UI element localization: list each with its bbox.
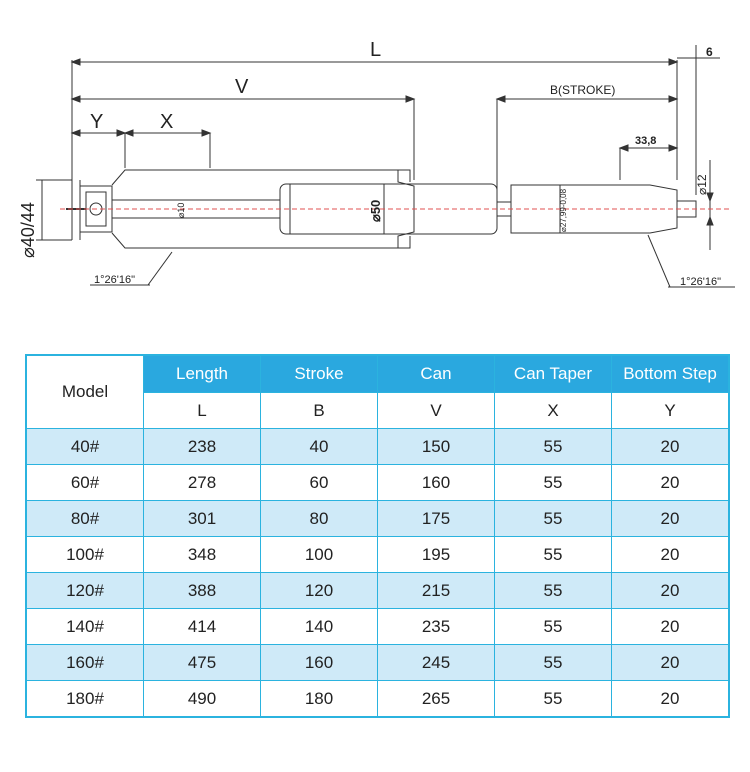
cell-can-taper: 55 [495, 573, 612, 609]
cell-bottom-step: 20 [612, 465, 730, 501]
cell-can: 265 [378, 681, 495, 718]
label-phi4044: ⌀40/44 [18, 202, 38, 258]
cell-can-taper: 55 [495, 465, 612, 501]
cell-can: 150 [378, 429, 495, 465]
cell-length: 348 [144, 537, 261, 573]
label-angle-left: 1°26'16" [94, 274, 135, 286]
label-phi12: ⌀12 [695, 174, 709, 195]
label-338: 33,8 [635, 135, 657, 147]
cell-stroke: 40 [261, 429, 378, 465]
cell-can-taper: 55 [495, 429, 612, 465]
header-bottom-step: Bottom Step [612, 355, 730, 393]
cell-can-taper: 55 [495, 501, 612, 537]
cell-stroke: 180 [261, 681, 378, 718]
letter-V: V [378, 393, 495, 429]
table-row [26, 429, 729, 465]
letter-L: L [144, 393, 261, 429]
cell-can: 245 [378, 645, 495, 681]
cell-stroke: 120 [261, 573, 378, 609]
header-can: Can [378, 355, 495, 393]
cell-can-taper: 55 [495, 645, 612, 681]
label-angle-right: 1°26'16" [680, 276, 721, 288]
cell-can-taper: 55 [495, 681, 612, 718]
table-row [26, 537, 729, 573]
cell-model: 140# [26, 609, 144, 645]
cell-can: 235 [378, 609, 495, 645]
label-phi10: ⌀10 [176, 202, 186, 218]
cell-stroke: 160 [261, 645, 378, 681]
cell-bottom-step: 20 [612, 501, 730, 537]
letter-B: B [261, 393, 378, 429]
cell-length: 238 [144, 429, 261, 465]
header-length: Length [144, 355, 261, 393]
cell-stroke: 60 [261, 465, 378, 501]
cell-bottom-step: 20 [612, 609, 730, 645]
label-X: X [160, 111, 174, 133]
label-V: V [235, 76, 249, 98]
cell-bottom-step: 20 [612, 681, 730, 718]
cell-model: 160# [26, 645, 144, 681]
cell-length: 301 [144, 501, 261, 537]
header-stroke: Stroke [261, 355, 378, 393]
cell-model: 60# [26, 465, 144, 501]
label-stroke: B(STROKE) [550, 83, 616, 97]
table-row [26, 465, 729, 501]
cell-can: 175 [378, 501, 495, 537]
cell-model: 80# [26, 501, 144, 537]
letter-Y: Y [612, 393, 730, 429]
letter-X: X [495, 393, 612, 429]
table-row [26, 501, 729, 537]
label-phi50: ⌀50 [368, 199, 383, 222]
table-row [26, 645, 729, 681]
label-six: 6 [706, 45, 713, 59]
cell-bottom-step: 20 [612, 573, 730, 609]
header-can-taper: Can Taper [495, 355, 612, 393]
gas-spring-drawing [0, 0, 750, 330]
spec-table [25, 354, 730, 718]
table-row [26, 681, 729, 718]
model-header: Model [26, 355, 144, 429]
cell-can: 215 [378, 573, 495, 609]
table-row [26, 609, 729, 645]
label-phi27: ⌀27,99-0,08 [559, 188, 568, 232]
cell-bottom-step: 20 [612, 429, 730, 465]
label-Y: Y [90, 111, 104, 133]
cell-model: 120# [26, 573, 144, 609]
cell-model: 100# [26, 537, 144, 573]
cell-can: 195 [378, 537, 495, 573]
cell-can: 160 [378, 465, 495, 501]
label-L: L [370, 39, 382, 61]
cell-bottom-step: 20 [612, 537, 730, 573]
cell-length: 475 [144, 645, 261, 681]
cell-stroke: 80 [261, 501, 378, 537]
cell-length: 414 [144, 609, 261, 645]
cell-length: 278 [144, 465, 261, 501]
cell-model: 40# [26, 429, 144, 465]
cell-can-taper: 55 [495, 537, 612, 573]
cell-stroke: 140 [261, 609, 378, 645]
cell-length: 388 [144, 573, 261, 609]
cell-model: 180# [26, 681, 144, 718]
cell-stroke: 100 [261, 537, 378, 573]
cell-bottom-step: 20 [612, 645, 730, 681]
cell-length: 490 [144, 681, 261, 718]
cell-can-taper: 55 [495, 609, 612, 645]
table-row [26, 573, 729, 609]
